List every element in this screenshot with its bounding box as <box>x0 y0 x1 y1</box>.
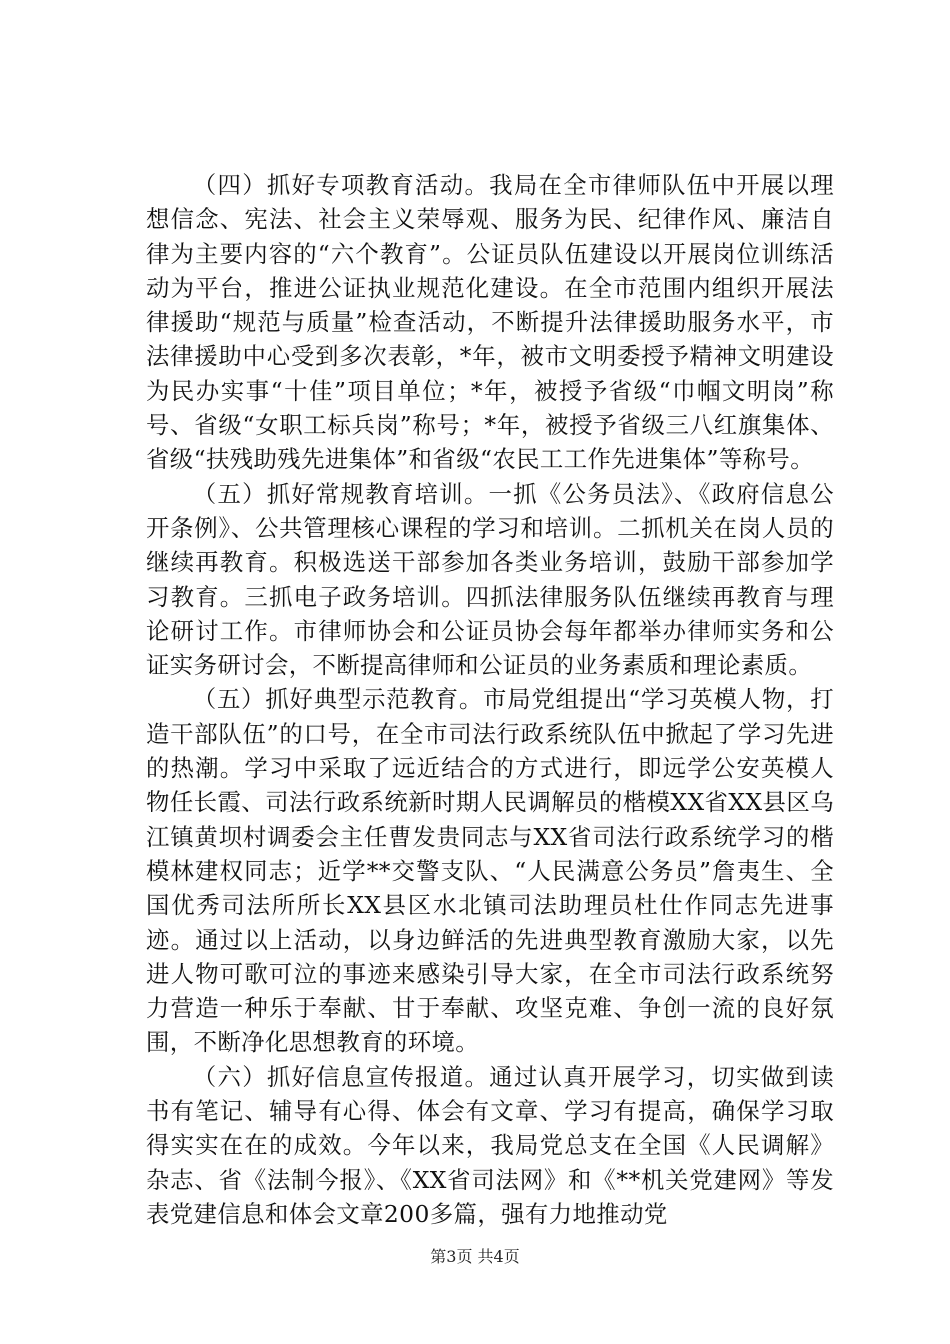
paragraph-regular-training: （五）抓好常规教育培训。一抓《公务员法》、《政府信息公开条例》、公共管理核心课程的学习和培训。二抓机关在岗人员的继续再教育。积极选送干部参加各类业务培训，鼓励干部参加学习教育。三抓电子政务培训。四抓法律服务队伍继续再教育与理论研讨工作。市律师协会和公证员协会每年都举办律师实务和公证实务研讨会，不断提高律师和公证员的业务素质和理论素质。 <box>146 479 834 680</box>
document-body <box>146 168 834 1231</box>
paragraph-model-education: （五）抓好典型示范教育。市局党组提出“学习英模人物，打造干部队伍”的口号，在全市司法行政系统队伍中掀起了学习先进的热潮。学习中采取了远近结合的方式进行，即远学公安英模人物任长霞、司法行政系统新时期人民调解员的楷模XX省XX县区乌江镇黄坝村调委会主任曹发贵同志与XX省司法行政系统学习的楷模林建权同志；近学**交警支队、“人民满意公务员”詹夷生、全国优秀司法所所长XX县区水北镇司法助理员杜仕作同志先进事迹。通过以上活动，以身边鲜活的先进典型教育激励大家，以先进人物可歌可泣的事迹来感染引导大家，在全市司法行政系统努力营造一种乐于奉献、甘于奉献、攻坚克难、争创一流的良好氛围，不断净化思想教育的环境。 <box>146 685 834 1057</box>
paragraph-information-publicity: （六）抓好信息宣传报道。通过认真开展学习，切实做到读书有笔记、辅导有心得、体会有文章、学习有提高，确保学习取得实实在在的成效。今年以来，我局党总支在全国《人民调解》杂志、省《法制今报》、《XX省司法网》和《**机关党建网》等发表党建信息和体会文章200多篇，强有力地推动党 <box>146 1062 834 1228</box>
paragraph-special-education: （四）抓好专项教育活动。我局在全市律师队伍中开展以理想信念、宪法、社会主义荣辱观、服务为民、纪律作风、廉洁自律为主要内容的“六个教育”。公证员队伍建设以开展岗位训练活动为平台，推进公证执业规范化建设。在全市范围内组织开展法律援助“规范与质量”检查活动，不断提升法律援助服务水平，市法律援助中心受到多次表彰，*年，被市文明委授予精神文明建设为民办实事“十佳”项目单位；*年，被授予省级“巾帼文明岗”称号、省级“女职工标兵岗”称号；*年，被授予省级三八红旗集体、省级“扶残助残先进集体”和省级“农民工工作先进集体”等称号。 <box>146 171 834 474</box>
page-number-footer: 第3页 共4页 <box>430 1247 520 1266</box>
